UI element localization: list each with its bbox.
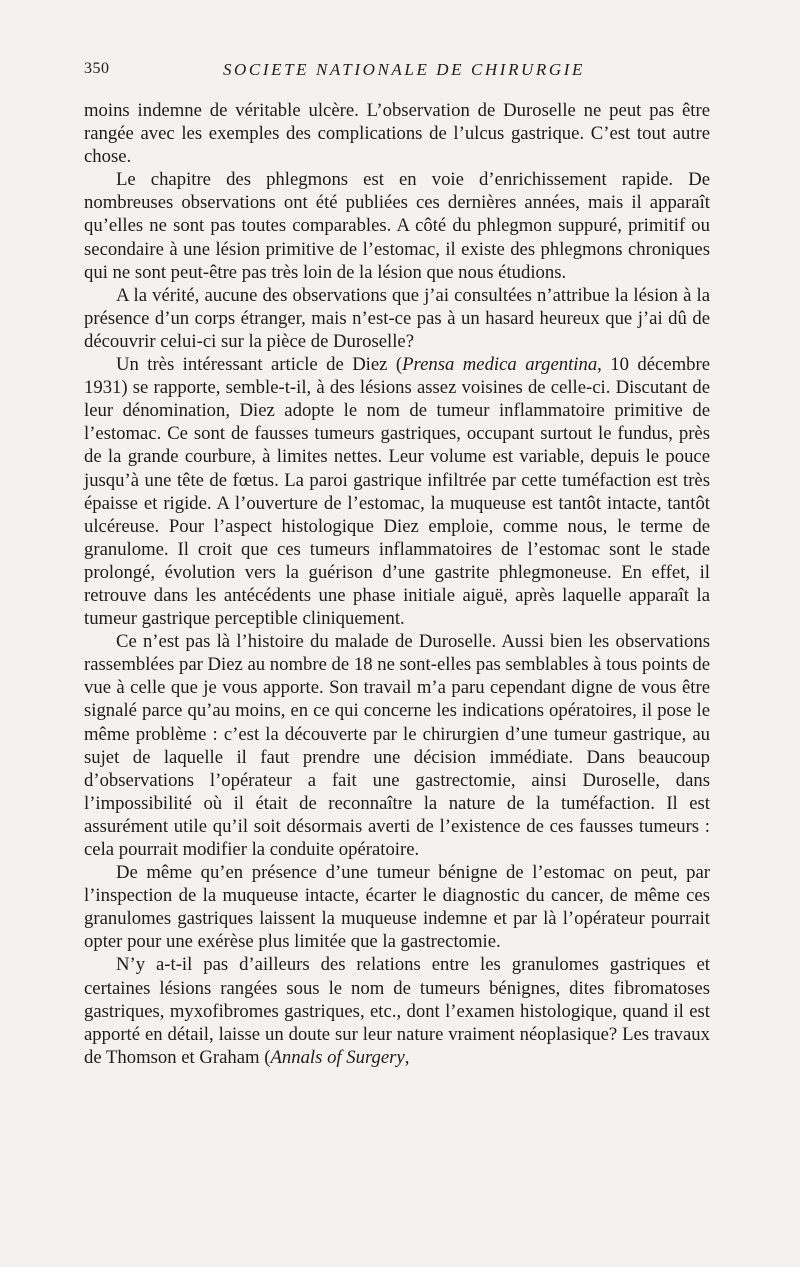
paragraph-1: moins indemne de véritable ulcère. L’observation de Duroselle ne peut pas être rangée avec les exemples des complications de l’ulcus gastrique. C’est tout autre chose.	[84, 100, 710, 168]
page-number: 350	[84, 60, 110, 77]
paragraph-5: Ce n’est pas là l’histoire du malade de Duroselle. Aussi bien les observations rassemblées par Diez au nombre de 18 ne sont-elles pas semblables à tous points de vue à celle que je vous apporte. Son travail m’a paru cependant digne de vous être signalé parce qu’au moins, en ce qui concerne les indications opératoires, il pose le même problème : c’est la découverte par le chirurgien d’une tumeur gastrique, au sujet de laquelle il faut prendre une décision immédiate. Dans beaucoup d’observations l’opérateur a fait une gastrectomie, ainsi Duroselle, dans l’impossibilité où il était de reconnaître la nature de la tuméfaction. Il est assurément utile qu’il soit désormais averti de l’existence de ces fausses tumeurs : cela pourrait modifier la conduite opératoire.	[84, 631, 710, 860]
paragraph-7	[84, 953, 710, 1068]
paragraph-2: Le chapitre des phlegmons est en voie d’enrichissement rapide. De nombreuses observations ont été publiées ces dernières années, mais il apparaît qu’elles ne sont pas toutes comparables. A côté du phlegmon suppuré, primitif ou secondaire à une lésion primitive de l’estomac, il existe des phlegmons chroniques qui ne sont peut-être pas très loin de la lésion que nous étudions.	[84, 169, 710, 283]
paragraph-6: De même qu’en présence d’une tumeur bénigne de l’estomac on peut, par l’inspection de la muqueuse intacte, écarter le diagnostic du cancer, de même ces granulomes gastriques laissent la muqueuse indemne et par là l’opérateur pourrait opter pour une exérèse plus limitée que la gastrectomie.	[84, 862, 710, 953]
paragraph-4-text-after: , 10 décembre 1931) se rapporte, semble-t-il, à des lésions assez voisines de celle-ci. Discutant de leur dénomination, Diez adopte le nom de tumeur inflammatoire primitive de l’estomac. Ce sont de fausses tumeurs gastriques, occupant surtout le fundus, près de la grande courbure, à limites nettes. Leur volume est variable, depuis le pouce jusqu’à une tête de fœtus. La paroi gastrique infiltrée par cette tuméfaction est très épaisse et rigide. A l’ouverture de l’estomac, la muqueuse est tantôt intacte, tantôt ulcéreuse. Pour l’aspect histologique Diez emploie, comme nous, le terme de granulome. Il croit que ces tumeurs inflammatoires de l’estomac sont le stade prolongé, évolution vers la guérison d’une gastrite phlegmoneuse. En effet, il retrouve dans les antécédents une phase initiale aiguë, après laquelle apparaît la tumeur gastrique perceptible cliniquement.	[84, 354, 711, 630]
paragraph-3: A la vérité, aucune des observations que j’ai consultées n’attribue la lésion à la présence d’un corps étranger, mais n’est-ce pas à un hasard heureux que j’ai dû de découvrir celui-ci sur la pièce de Duroselle?	[84, 284, 710, 352]
paragraph-4-text-before: Un très intéressant article de Diez (	[116, 354, 403, 376]
journal-title-prensa-medica: Prensa medica argentina	[402, 354, 598, 376]
running-head: SOCIETE NATIONALE DE CHIRURGIE	[222, 60, 586, 79]
body-text	[84, 99, 710, 1069]
paragraph-7-text-after: ,	[404, 1046, 410, 1068]
paragraph-7-text-before: N’y a-t-il pas d’ailleurs des relations entre les granulomes gastriques et certaines lésions rangées sous le nom de tumeurs bénignes, dites fibromatoses gastriques, myxofibromes gastriques, etc., dont l’examen histologique, quand il est apporté en détail, laisse un doute sur leur nature vraiment néoplasique? Les travaux de Thomson et Graham (	[84, 954, 710, 1068]
page-header	[84, 60, 709, 86]
journal-title-annals-of-surgery: Annals of Surgery	[270, 1046, 405, 1068]
paragraph-4	[84, 353, 710, 630]
